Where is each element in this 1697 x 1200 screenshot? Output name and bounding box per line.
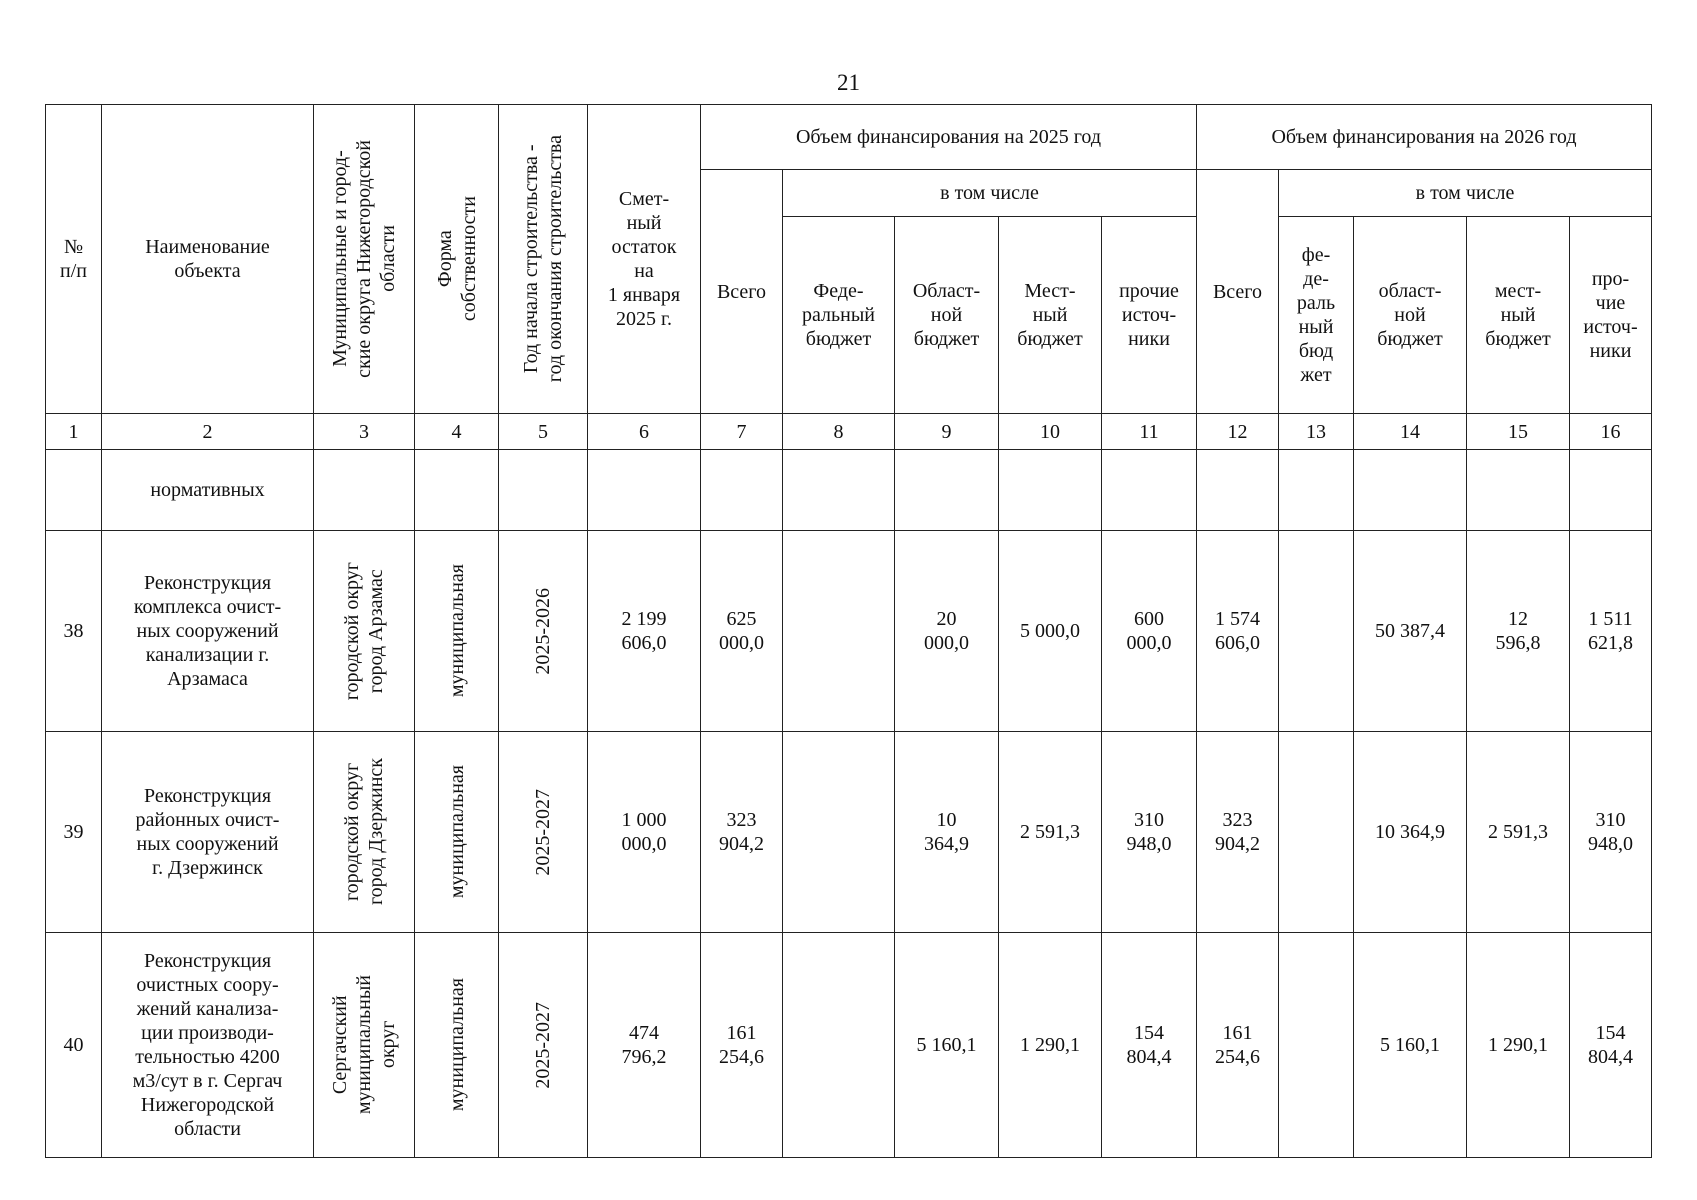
row-other-2025: 600 000,0 <box>1102 531 1197 732</box>
header-years-text: Год начала строительства - год окончания строительства <box>520 135 566 383</box>
row-name: Реконструкция комплекса очист- ных сооружений канализации г. Арзамаса <box>102 531 314 732</box>
row-federal-2025 <box>783 531 895 732</box>
row-other-2025: 310 948,0 <box>1102 732 1197 933</box>
header-fin-2025: Объем финансирования на 2025 год <box>701 105 1197 170</box>
cell-empty <box>499 450 588 531</box>
row-regional-2025: 10 364,9 <box>895 732 999 933</box>
cell-empty <box>1102 450 1197 531</box>
column-number: 14 <box>1354 414 1467 450</box>
row-federal-2026 <box>1279 732 1354 933</box>
row-estimate: 2 199 606,0 <box>588 531 701 732</box>
row-ownership <box>415 531 499 732</box>
table-row <box>46 531 1652 732</box>
header-including-2026: в том числе <box>1279 170 1652 217</box>
row-total-2025: 625 000,0 <box>701 531 783 732</box>
header-total-2026: Всего <box>1197 170 1279 414</box>
row-regional-2026: 10 364,9 <box>1354 732 1467 933</box>
row-regional-2025: 5 160,1 <box>895 933 999 1158</box>
header-regional-2025: Област- ной бюджет <box>895 217 999 414</box>
row-ownership <box>415 933 499 1158</box>
row-municipality <box>314 933 415 1158</box>
column-number: 8 <box>783 414 895 450</box>
row-federal-2025 <box>783 933 895 1158</box>
column-number: 13 <box>1279 414 1354 450</box>
header-num: № п/п <box>46 105 102 414</box>
header-municipality <box>314 105 415 414</box>
row-other-2026: 310 948,0 <box>1570 732 1652 933</box>
row-num: 40 <box>46 933 102 1158</box>
row-other-2026: 154 804,4 <box>1570 933 1652 1158</box>
column-number: 5 <box>499 414 588 450</box>
financing-table <box>45 104 1652 1158</box>
row-federal-2026 <box>1279 531 1354 732</box>
header-local-2026: мест- ный бюджет <box>1467 217 1570 414</box>
row-years <box>499 933 588 1158</box>
header-other-2025: прочие источ- ники <box>1102 217 1197 414</box>
continuation-row <box>46 450 1652 531</box>
row-years-text: 2025-2027 <box>532 1001 554 1089</box>
cell-empty <box>999 450 1102 531</box>
continuation-name: нормативных <box>102 450 314 531</box>
row-local-2025: 1 290,1 <box>999 933 1102 1158</box>
row-local-2026: 2 591,3 <box>1467 732 1570 933</box>
row-num: 38 <box>46 531 102 732</box>
header-years <box>499 105 588 414</box>
row-ownership-text: муниципальная <box>445 978 468 1112</box>
column-number: 9 <box>895 414 999 450</box>
row-name: Реконструкция очистных соору- жений канализа- ции производи- тельностью 4200 м3/сут в г. Сергач Нижегородской области <box>102 933 314 1158</box>
row-ownership-text: муниципальная <box>445 564 468 698</box>
column-number: 15 <box>1467 414 1570 450</box>
row-ownership-text: муниципальная <box>445 765 468 899</box>
column-number-row <box>46 414 1652 450</box>
column-number: 11 <box>1102 414 1197 450</box>
row-estimate: 1 000 000,0 <box>588 732 701 933</box>
header-federal-2026: фе- де- раль ный бюд жет <box>1279 217 1354 414</box>
row-total-2026: 1 574 606,0 <box>1197 531 1279 732</box>
row-total-2026: 161 254,6 <box>1197 933 1279 1158</box>
row-name: Реконструкция районных очист- ных сооружений г. Дзержинск <box>102 732 314 933</box>
row-municipality-text: городской округ город Дзержинск <box>341 758 387 906</box>
table-row <box>46 732 1652 933</box>
cell-empty <box>1467 450 1570 531</box>
row-local-2026: 12 596,8 <box>1467 531 1570 732</box>
cell-empty <box>46 450 102 531</box>
cell-empty <box>783 450 895 531</box>
page-number: 21 <box>837 70 860 95</box>
row-municipality-text: городской округ город Арзамас <box>341 561 387 701</box>
cell-empty <box>1354 450 1467 531</box>
row-total-2026: 323 904,2 <box>1197 732 1279 933</box>
row-years <box>499 531 588 732</box>
header-estimate: Смет- ный остаток на 1 января 2025 г. <box>588 105 701 414</box>
header-regional-2026: област- ной бюджет <box>1354 217 1467 414</box>
table-row <box>46 933 1652 1158</box>
column-number: 10 <box>999 414 1102 450</box>
header-ownership-text: Форма собственности <box>433 196 480 322</box>
column-number: 1 <box>46 414 102 450</box>
header-including-2025: в том числе <box>783 170 1197 217</box>
row-other-2025: 154 804,4 <box>1102 933 1197 1158</box>
row-total-2025: 161 254,6 <box>701 933 783 1158</box>
header-row-top <box>46 105 1652 170</box>
cell-empty <box>895 450 999 531</box>
header-ownership <box>415 105 499 414</box>
row-estimate: 474 796,2 <box>588 933 701 1158</box>
row-local-2026: 1 290,1 <box>1467 933 1570 1158</box>
header-total-2025: Всего <box>701 170 783 414</box>
header-municipality-text: Муниципальные и город- ские округа Нижегородской области <box>329 140 399 378</box>
header-fin-2026: Объем финансирования на 2026 год <box>1197 105 1652 170</box>
column-number: 6 <box>588 414 701 450</box>
row-other-2026: 1 511 621,8 <box>1570 531 1652 732</box>
cell-empty <box>314 450 415 531</box>
row-municipality-text: Сергачский муниципальный округ <box>329 975 399 1115</box>
row-local-2025: 2 591,3 <box>999 732 1102 933</box>
column-number: 3 <box>314 414 415 450</box>
row-years <box>499 732 588 933</box>
row-regional-2025: 20 000,0 <box>895 531 999 732</box>
column-number: 16 <box>1570 414 1652 450</box>
row-regional-2026: 5 160,1 <box>1354 933 1467 1158</box>
row-total-2025: 323 904,2 <box>701 732 783 933</box>
row-years-text: 2025-2027 <box>532 788 554 876</box>
cell-empty <box>1197 450 1279 531</box>
header-other-2026: про- чие источ- ники <box>1570 217 1652 414</box>
column-number: 4 <box>415 414 499 450</box>
row-federal-2026 <box>1279 933 1354 1158</box>
row-ownership <box>415 732 499 933</box>
cell-empty <box>1279 450 1354 531</box>
row-regional-2026: 50 387,4 <box>1354 531 1467 732</box>
column-number: 2 <box>102 414 314 450</box>
row-num: 39 <box>46 732 102 933</box>
header-local-2025: Мест- ный бюджет <box>999 217 1102 414</box>
cell-empty <box>415 450 499 531</box>
row-years-text: 2025-2026 <box>532 587 554 675</box>
row-federal-2025 <box>783 732 895 933</box>
row-municipality <box>314 732 415 933</box>
cell-empty <box>588 450 701 531</box>
cell-empty <box>701 450 783 531</box>
header-name: Наименование объекта <box>102 105 314 414</box>
row-local-2025: 5 000,0 <box>999 531 1102 732</box>
row-municipality <box>314 531 415 732</box>
header-federal-2025: Феде- ральный бюджет <box>783 217 895 414</box>
column-number: 12 <box>1197 414 1279 450</box>
column-number: 7 <box>701 414 783 450</box>
cell-empty <box>1570 450 1652 531</box>
